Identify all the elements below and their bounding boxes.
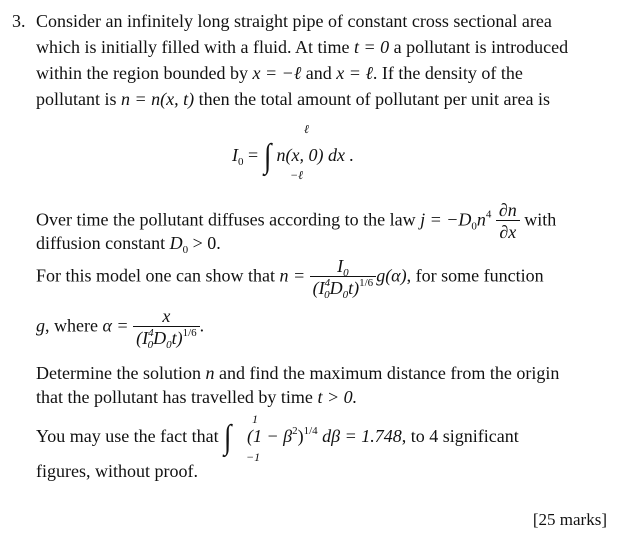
math-D: D xyxy=(169,233,183,253)
math-xmax: x = ℓ xyxy=(336,63,373,83)
frac-num: x xyxy=(133,306,200,327)
text: Determine the solution xyxy=(36,363,206,383)
integrand xyxy=(247,426,402,446)
math-sup: 4 xyxy=(324,277,331,289)
text: > 0. xyxy=(188,233,221,253)
text: a pollutant is introduced xyxy=(389,37,569,57)
para2-line2 xyxy=(36,232,221,254)
text: and find the maximum distance from the origin xyxy=(214,363,560,383)
text: with xyxy=(524,209,557,230)
text: For this model one can show that xyxy=(36,265,280,286)
math-sub: 0 xyxy=(343,267,349,279)
para5-line1 xyxy=(36,420,519,454)
text: diffusion constant xyxy=(36,233,170,253)
math-I: I xyxy=(232,145,238,165)
math-t-positive: t > 0. xyxy=(317,387,358,407)
frac-den: ∂x xyxy=(499,222,517,242)
math-n-eq: n = xyxy=(279,265,306,286)
integral-lower: −1 xyxy=(246,450,261,464)
text: within the region bounded by xyxy=(36,63,253,83)
math-sub: 0 xyxy=(471,220,477,233)
para5-line2: figures, without proof. xyxy=(36,461,198,481)
text: and xyxy=(301,63,337,83)
para1-line4 xyxy=(36,88,550,110)
para4-line2 xyxy=(36,386,357,408)
math-g-alpha: g(α) xyxy=(376,265,407,286)
math-n: n xyxy=(205,363,215,383)
text: then the total amount of pollutant per unit area is xyxy=(194,89,551,109)
math: D xyxy=(329,278,343,298)
math-sub: 0 xyxy=(182,244,189,256)
math: (I xyxy=(136,328,149,348)
para1-line1: Consider an infinitely long straight pipe of constant cross sectional area xyxy=(36,11,552,31)
integrand: n(x, 0) dx . xyxy=(276,145,354,165)
text: Over time the pollutant diffuses according to the law xyxy=(36,209,421,230)
partial-derivative xyxy=(496,200,520,243)
math-sub: 0 xyxy=(324,289,330,301)
frac-den xyxy=(133,327,200,349)
text: . xyxy=(199,315,205,336)
math: t) xyxy=(171,328,183,348)
para1-line2 xyxy=(36,36,568,58)
para1-line3 xyxy=(36,62,523,84)
math: (I xyxy=(312,278,325,298)
para4-line1 xyxy=(36,362,559,384)
integral-upper: ℓ xyxy=(304,122,309,136)
text: that the pollutant has travelled by time xyxy=(36,387,318,407)
math-g: g xyxy=(36,315,45,336)
math-sub: 0 xyxy=(238,156,244,168)
equals: = xyxy=(248,145,259,165)
math-sub: 0 xyxy=(147,339,154,351)
integral-sign: ∫ xyxy=(224,418,232,456)
math-pow: 1/4 xyxy=(303,425,318,437)
math-sub: 0 xyxy=(342,289,349,301)
frac-num xyxy=(310,256,377,277)
math-law: j = −D xyxy=(420,209,472,230)
math-sup: 2 xyxy=(292,425,298,437)
integral-lower: −ℓ xyxy=(290,168,304,182)
math: ) xyxy=(297,426,304,446)
math-n-def: n = n(x, t) xyxy=(121,89,195,109)
frac-num: ∂n xyxy=(496,200,520,221)
math-exp: 4 xyxy=(485,208,492,221)
fraction-alpha xyxy=(133,306,200,349)
para3-line2 xyxy=(36,306,204,349)
math: t) xyxy=(348,278,360,298)
math-t0: t = 0 xyxy=(353,37,390,57)
math: dβ = 1.748 xyxy=(317,426,402,446)
marks-label: [25 marks] xyxy=(532,510,607,529)
math-n: n xyxy=(476,209,486,230)
math-pow: 1/6 xyxy=(359,277,374,289)
text: , to 4 significant xyxy=(401,426,519,446)
integral-sign: ∫ xyxy=(263,137,272,175)
text: , for some function xyxy=(406,265,544,286)
math-sub: 0 xyxy=(166,339,172,351)
math: (1 − β xyxy=(246,426,293,446)
math-I: I xyxy=(337,256,344,276)
text: which is initially filled with a fluid. At time xyxy=(36,37,354,57)
text: You may use the fact that xyxy=(36,426,224,446)
text: , where xyxy=(45,315,103,336)
math-alpha-eq: α = xyxy=(102,315,129,336)
fraction-n xyxy=(310,256,377,299)
frac-den xyxy=(310,277,377,299)
text: pollutant is xyxy=(36,89,121,109)
math-xmin: x = −ℓ xyxy=(252,63,302,83)
integral-upper: 1 xyxy=(252,412,258,426)
math-sup: 4 xyxy=(148,327,154,339)
text: . If the density of the xyxy=(372,63,523,83)
math: D xyxy=(153,328,167,348)
para3-line1 xyxy=(36,256,544,299)
math-pow: 1/6 xyxy=(182,327,197,339)
question-number: 3. xyxy=(12,11,26,31)
